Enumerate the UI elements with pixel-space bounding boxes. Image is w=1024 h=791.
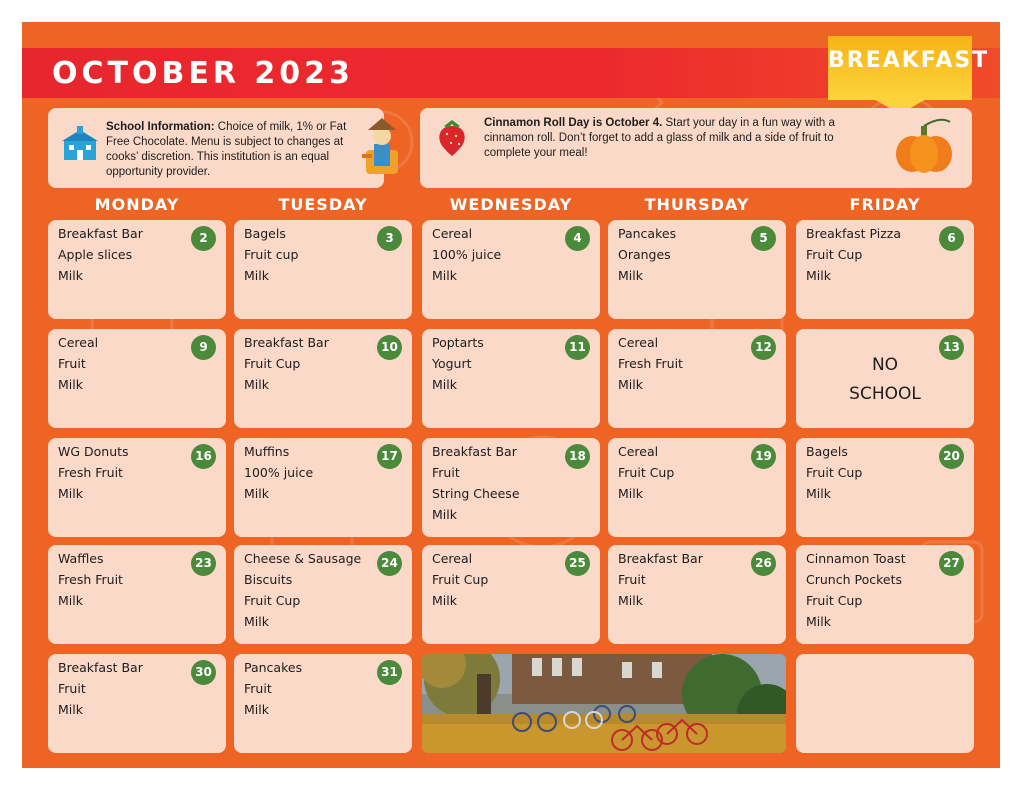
- day-header-monday: MONDAY: [94, 195, 180, 214]
- menu-item: Poptarts: [432, 335, 484, 350]
- menu-item: Breakfast Bar: [58, 660, 143, 675]
- menu-item: Waffles: [58, 551, 104, 566]
- event-info-text: [484, 116, 864, 170]
- calendar-cell: [48, 329, 226, 428]
- menu-item: Breakfast Bar: [58, 226, 143, 241]
- menu-item: Muffins: [244, 444, 290, 459]
- meal-label: BREAKFAST: [828, 48, 990, 73]
- schoolhouse-icon: [60, 126, 100, 162]
- menu-item: Cereal: [432, 226, 473, 241]
- date-badge: 10: [377, 335, 402, 360]
- no-school-note: NO: [871, 355, 899, 375]
- event-info-label: Cinnamon Roll Day is October 4.: [484, 117, 663, 129]
- calendar-cell: [796, 438, 974, 537]
- pumpkin-icon: [888, 118, 960, 178]
- menu-item: Milk: [806, 486, 831, 501]
- menu-item: Breakfast Bar: [244, 335, 329, 350]
- date-badge: 27: [939, 551, 964, 576]
- menu-item: Fruit Cup: [806, 593, 863, 608]
- date-badge: 13: [939, 335, 964, 360]
- date-badge: 30: [191, 660, 216, 685]
- menu-item: Apple slices: [58, 247, 133, 262]
- menu-item: Oranges: [618, 247, 671, 262]
- date-badge: 4: [565, 226, 590, 251]
- page-title: OCTOBER 2023: [52, 56, 354, 91]
- menu-item: Biscuits: [244, 572, 293, 587]
- calendar-cell: [234, 545, 412, 644]
- calendar-cell: [608, 545, 786, 644]
- menu-item: Fruit Cup: [244, 593, 301, 608]
- date-badge: 12: [751, 335, 776, 360]
- menu-item: Milk: [244, 614, 269, 629]
- calendar-cell: [234, 654, 412, 753]
- date-badge: 5: [751, 226, 776, 251]
- calendar-cell: [234, 329, 412, 428]
- menu-item: Milk: [806, 614, 831, 629]
- calendar-cell: [422, 545, 600, 644]
- school-info-body: Choice of milk, 1% or Fat Free Chocolate. Menu is subject to changes at cooks’ discretion. This institution is an equal opportunity provider.: [106, 121, 347, 178]
- menu-item: Fruit: [618, 572, 646, 587]
- strawberry-icon: [432, 116, 472, 158]
- date-badge: 3: [377, 226, 402, 251]
- calendar-cell: [48, 654, 226, 753]
- menu-item: Fruit Cup: [244, 356, 301, 371]
- menu-item: Milk: [244, 268, 269, 283]
- calendar-cell: [422, 329, 600, 428]
- menu-item: WG Donuts: [58, 444, 129, 459]
- calendar-cell: [796, 654, 974, 753]
- menu-item: Cereal: [618, 335, 659, 350]
- menu-item: Cheese & Sausage: [244, 551, 362, 566]
- day-header-friday: FRIDAY: [849, 195, 921, 214]
- menu-item: Pancakes: [244, 660, 303, 675]
- menu-item: Fruit cup: [244, 247, 299, 262]
- meal-badge: [828, 36, 990, 100]
- menu-item: Breakfast Bar: [432, 444, 517, 459]
- menu-item: Milk: [618, 486, 643, 501]
- menu-item: Cereal: [58, 335, 99, 350]
- menu-item: 100% juice: [244, 465, 314, 480]
- menu-item: Bagels: [806, 444, 848, 459]
- menu-item: Crunch Pockets: [806, 572, 902, 587]
- date-badge: 31: [377, 660, 402, 685]
- calendar-cell: [796, 220, 974, 319]
- date-badge: 2: [191, 226, 216, 251]
- menu-item: Milk: [244, 486, 269, 501]
- menu-item: Fruit Cup: [618, 465, 675, 480]
- menu-item: Yogurt: [432, 356, 472, 371]
- menu-item: Milk: [58, 702, 83, 717]
- calendar-cell: [796, 329, 974, 428]
- date-badge: 16: [191, 444, 216, 469]
- menu-item: Fruit: [244, 681, 272, 696]
- date-badge: 25: [565, 551, 590, 576]
- date-badge: 11: [565, 335, 590, 360]
- event-info-box: [420, 108, 972, 188]
- menu-item: String Cheese: [432, 486, 520, 501]
- calendar-cell: [48, 545, 226, 644]
- menu-sheet: [22, 22, 1000, 768]
- date-badge: 6: [939, 226, 964, 251]
- menu-item: Milk: [618, 377, 643, 392]
- menu-item: Milk: [244, 377, 269, 392]
- date-badge: 26: [751, 551, 776, 576]
- calendar-cell: [796, 545, 974, 644]
- menu-item: Milk: [58, 593, 83, 608]
- day-header-thursday: THURSDAY: [644, 195, 750, 214]
- menu-item: Fruit: [58, 356, 86, 371]
- menu-item: Fresh Fruit: [58, 572, 123, 587]
- calendar-cell: [608, 329, 786, 428]
- calendar-cell: [234, 220, 412, 319]
- school-info-text: [106, 120, 352, 178]
- bicycles-photo: [422, 654, 786, 753]
- date-badge: 9: [191, 335, 216, 360]
- date-badge: 18: [565, 444, 590, 469]
- menu-item: Milk: [618, 593, 643, 608]
- menu-item: Milk: [432, 507, 457, 522]
- menu-item: Milk: [244, 702, 269, 717]
- date-badge: 20: [939, 444, 964, 469]
- date-badge: 19: [751, 444, 776, 469]
- menu-item: Fruit Cup: [806, 465, 863, 480]
- menu-item: Milk: [432, 377, 457, 392]
- menu-item: Breakfast Bar: [618, 551, 703, 566]
- day-header-tuesday: TUESDAY: [278, 195, 368, 214]
- no-school-note: SCHOOL: [849, 384, 921, 404]
- calendar-cell: [422, 438, 600, 537]
- menu-item: Cereal: [432, 551, 473, 566]
- calendar-cell: [422, 220, 600, 319]
- menu-item: Milk: [432, 268, 457, 283]
- menu-item: Fruit Cup: [432, 572, 489, 587]
- event-info-body: Start your day in a fun way with a cinnamon roll. Don’t forget to add a glass of milk and a side of fruit to complete your meal!: [484, 117, 835, 159]
- date-badge: 23: [191, 551, 216, 576]
- calendar-cell: [48, 438, 226, 537]
- menu-item: 100% juice: [432, 247, 502, 262]
- date-badge: 24: [377, 551, 402, 576]
- calendar-cell: [608, 220, 786, 319]
- calendar-cell: [234, 438, 412, 537]
- menu-item: Cereal: [618, 444, 659, 459]
- menu-item: Milk: [58, 377, 83, 392]
- day-header-wednesday: WEDNESDAY: [449, 195, 573, 214]
- date-badge: 17: [377, 444, 402, 469]
- bicycles-photo-art: [422, 654, 786, 753]
- menu-item: Cinnamon Toast: [806, 551, 906, 566]
- menu-item: Breakfast Pizza: [806, 226, 901, 241]
- menu-item: Milk: [618, 268, 643, 283]
- menu-item: Milk: [58, 268, 83, 283]
- menu-item: Fresh Fruit: [58, 465, 123, 480]
- menu-item: Fruit: [432, 465, 460, 480]
- menu-item: Milk: [432, 593, 457, 608]
- menu-item: Pancakes: [618, 226, 677, 241]
- menu-item: Bagels: [244, 226, 286, 241]
- menu-item: Fruit Cup: [806, 247, 863, 262]
- calendar-cell: [608, 438, 786, 537]
- school-info-box: [48, 108, 384, 188]
- scarecrow-icon: [360, 116, 406, 180]
- menu-item: Milk: [806, 268, 831, 283]
- school-info-label: School Information:: [106, 121, 215, 133]
- calendar-cell: [48, 220, 226, 319]
- menu-item: Fruit: [58, 681, 86, 696]
- menu-item: Fresh Fruit: [618, 356, 683, 371]
- menu-item: Milk: [58, 486, 83, 501]
